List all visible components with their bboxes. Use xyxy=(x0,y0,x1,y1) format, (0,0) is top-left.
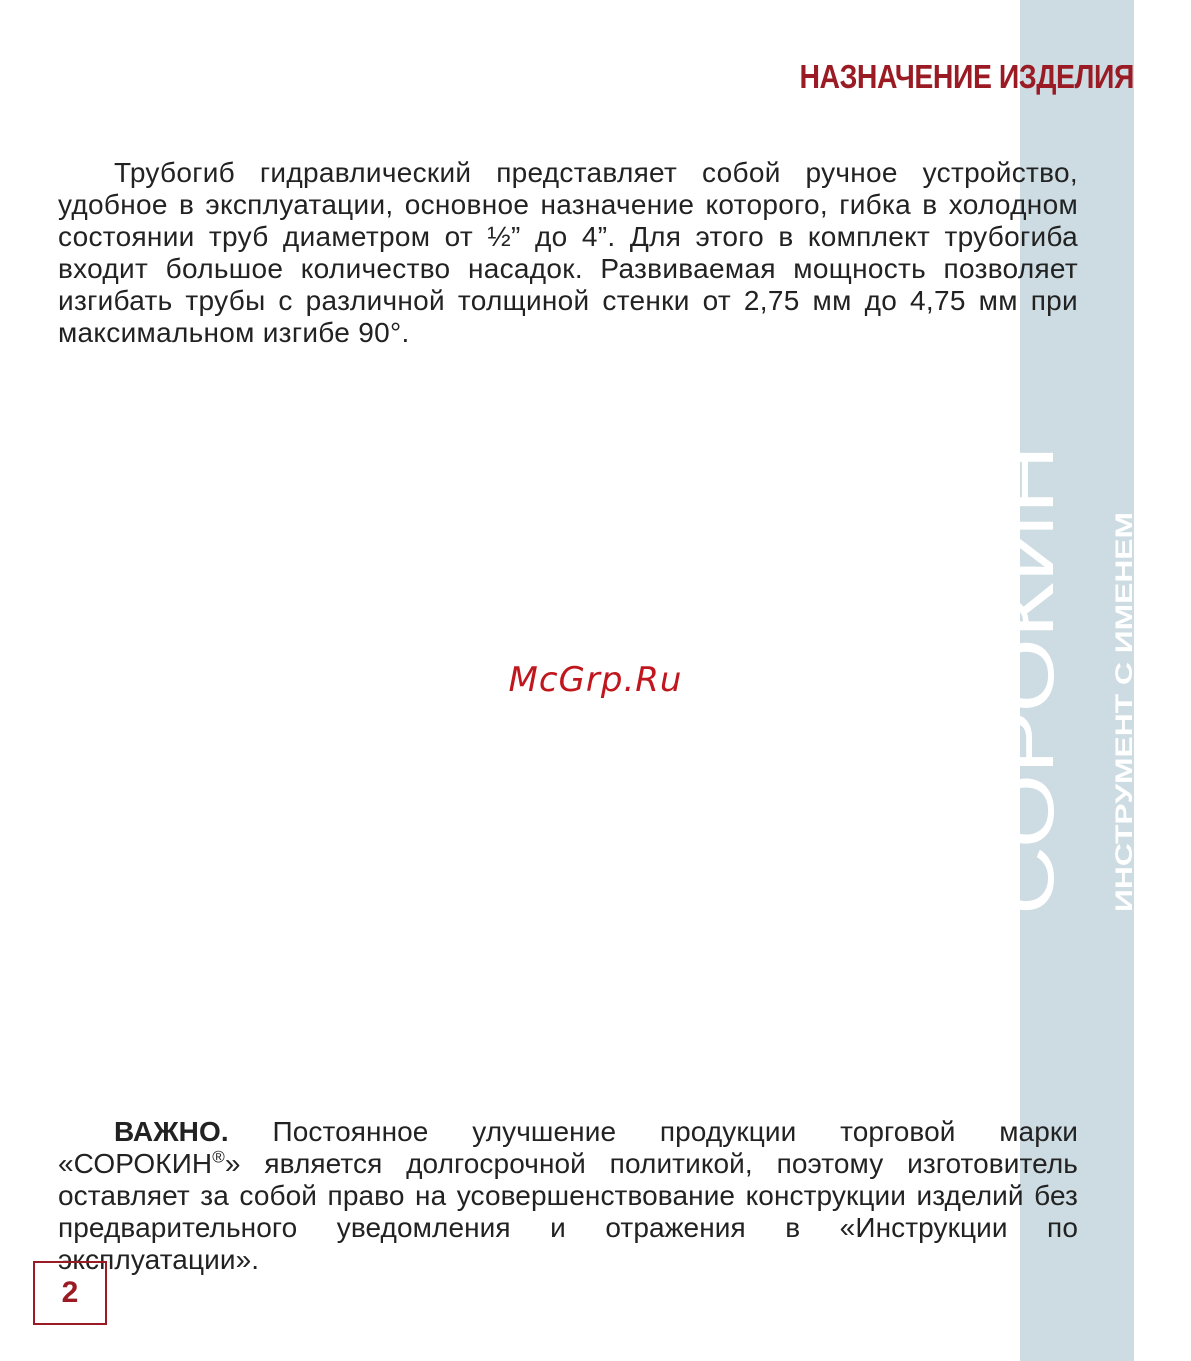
watermark-text: McGrp.Ru xyxy=(508,660,683,700)
page-title: НАЗНАЧЕНИЕ ИЗДЕЛИЯ xyxy=(799,58,1134,95)
notice-text-after: » является долгосрочной политикой, поэтому изготовитель оставляет за собой право на усовершенствование конструкции изделий без предварительного уведомления и отражения в «Инструкции по эксплуатации». xyxy=(58,1148,1078,1275)
brand-name: СОРОКИН xyxy=(982,530,1070,915)
notice-paragraph xyxy=(58,1116,1078,1276)
registered-mark: ® xyxy=(212,1147,225,1167)
intro-paragraph: Трубогиб гидравлический представляет собой ручное устройство, удобное в эксплуатации, основное назначение которого, гибка в холодном состоянии труб диаметром от ½” до 4”. Для этого в комплект трубогиба входит большое количество насадок. Развиваемая мощность позволяет изгибать трубы с различной толщиной стенки от 2,75 мм до 4,75 мм при максимальном изгибе 90°. xyxy=(58,157,1078,348)
brand-registered-mark: ® xyxy=(993,432,1014,450)
notice-lead: ВАЖНО. xyxy=(114,1116,229,1147)
page-number: 2 xyxy=(61,1276,79,1309)
notice-text-before: Постоянное улучшение продукции торговой марки «СОРОКИН xyxy=(58,1116,1078,1179)
page-number-box xyxy=(33,1261,107,1325)
brand-tagline: ИНСТРУМЕНТ С ИМЕНЕМ xyxy=(1111,610,1138,912)
